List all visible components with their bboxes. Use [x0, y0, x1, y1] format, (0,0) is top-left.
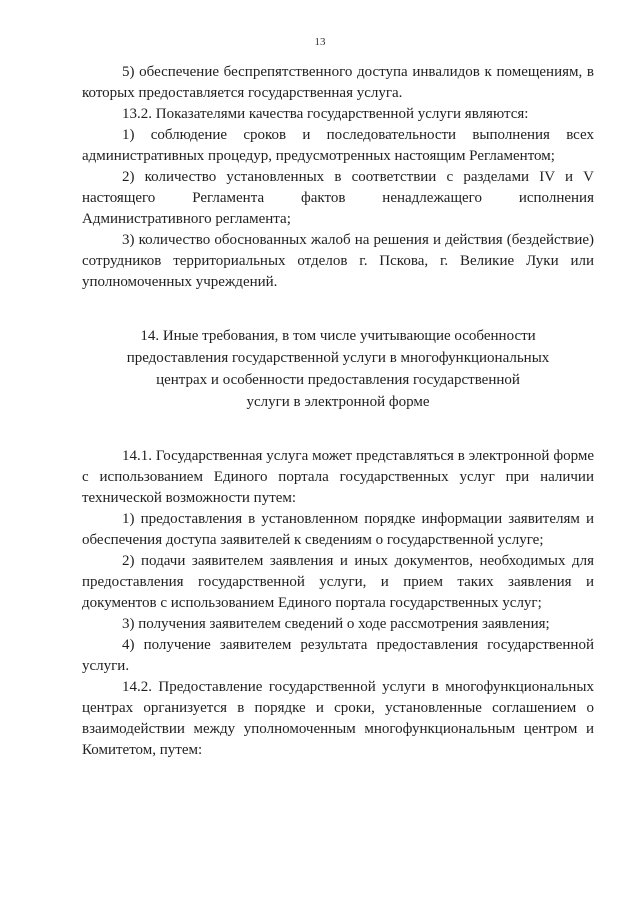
page-number: 13 [314, 36, 326, 48]
section-heading-14 [82, 325, 594, 413]
document-body [82, 62, 594, 761]
paragraph-14-1-item-2: 2) подачи заявителем заявления и иных документов, необходимых для предоставления государственной услуги, и прием таких заявления и документов с использованием Единого портала государственных услуг; [82, 553, 594, 611]
paragraph-14-1-item-3: 3) получения заявителем сведений о ходе рассмотрения заявления; [122, 616, 550, 632]
paragraph-14-1-item-1: 1) предоставления в установленном порядке информации заявителям и обеспечения доступа заявителей к сведениям о государственной услуге; [82, 511, 594, 548]
heading-line: центрах и особенности предоставления государственной [156, 372, 520, 388]
paragraph-13-2: 13.2. Показателями качества государственной услуги являются: [122, 106, 529, 122]
paragraph-14-1: 14.1. Государственная услуга может представляться в электронной форме с использованием Единого портала государственных услуг при наличии технической возможности путем: [82, 448, 594, 506]
paragraph-item-3: 3) количество обоснованных жалоб на решения и действия (бездействие) сотрудников территориальных отделов г. Пскова, г. Великие Луки или уполномоченных учреждений. [82, 232, 594, 290]
heading-line: 14. Иные требования, в том числе учитывающие особенности [140, 328, 536, 344]
paragraph-item-2: 2) количество установленных в соответствии с разделами IV и V настоящего Регламента фактов ненадлежащего исполнения Административного регламента; [82, 169, 594, 227]
paragraph-14-1-item-4: 4) получение заявителем результата предоставления государственной услуги. [82, 637, 594, 674]
heading-line: предоставления государственной услуги в многофункциональных [126, 350, 550, 366]
heading-line: услуги в электронной форме [246, 394, 430, 410]
paragraph-14-2: 14.2. Предоставление государственной услуги в многофункциональных центрах организуется в порядке и сроки, установленные соглашением о взаимодействии между уполномоченным многофункциональным центром и Комитетом, путем: [82, 679, 594, 758]
paragraph-item-5: 5) обеспечение беспрепятственного доступа инвалидов к помещениям, в которых предоставляется государственная услуга. [82, 64, 594, 101]
paragraph-item-1: 1) соблюдение сроков и последовательности выполнения всех административных процедур, предусмотренных настоящим Регламентом; [82, 127, 594, 164]
